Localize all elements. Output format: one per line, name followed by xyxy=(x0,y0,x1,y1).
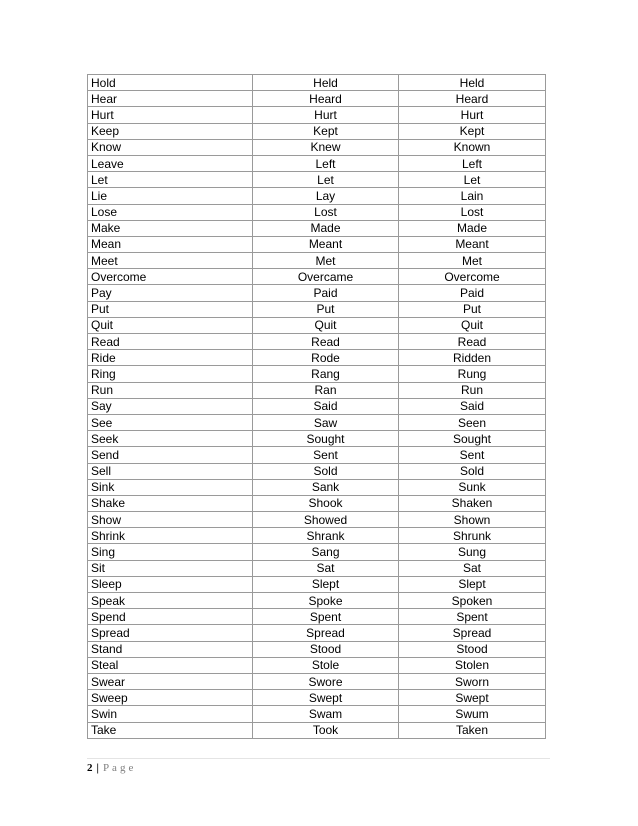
cell-base: Seek xyxy=(88,431,253,447)
cell-participle: Sought xyxy=(399,431,546,447)
table-row xyxy=(88,253,546,269)
cell-participle: Held xyxy=(399,75,546,91)
cell-participle: Read xyxy=(399,334,546,350)
cell-past: Sang xyxy=(253,544,399,560)
cell-participle: Spread xyxy=(399,625,546,641)
cell-base: Swear xyxy=(88,673,253,689)
table-row xyxy=(88,657,546,673)
cell-base: Lie xyxy=(88,188,253,204)
cell-base: Sit xyxy=(88,560,253,576)
page-footer xyxy=(87,762,136,774)
table-row xyxy=(88,155,546,171)
cell-past: Made xyxy=(253,220,399,236)
table-row xyxy=(88,334,546,350)
cell-past: Kept xyxy=(253,123,399,139)
cell-base: Take xyxy=(88,722,253,738)
cell-base: Hear xyxy=(88,91,253,107)
cell-participle: Spent xyxy=(399,609,546,625)
cell-base: Steal xyxy=(88,657,253,673)
cell-base: Hurt xyxy=(88,107,253,123)
table-row xyxy=(88,512,546,528)
cell-base: Send xyxy=(88,447,253,463)
table-row xyxy=(88,576,546,592)
table-row xyxy=(88,560,546,576)
cell-base: Show xyxy=(88,512,253,528)
cell-base: Know xyxy=(88,139,253,155)
cell-past: Sat xyxy=(253,560,399,576)
cell-past: Left xyxy=(253,155,399,171)
cell-participle: Sworn xyxy=(399,673,546,689)
cell-base: Run xyxy=(88,382,253,398)
cell-base: Stand xyxy=(88,641,253,657)
cell-participle: Swum xyxy=(399,706,546,722)
table-row xyxy=(88,463,546,479)
cell-base: Spend xyxy=(88,609,253,625)
cell-past: Sank xyxy=(253,479,399,495)
cell-participle: Made xyxy=(399,220,546,236)
table-row xyxy=(88,220,546,236)
footer-divider xyxy=(87,758,550,759)
cell-base: Lose xyxy=(88,204,253,220)
verb-table xyxy=(87,74,546,739)
cell-base: Shrink xyxy=(88,528,253,544)
cell-past: Said xyxy=(253,398,399,414)
cell-participle: Overcome xyxy=(399,269,546,285)
cell-base: Sell xyxy=(88,463,253,479)
cell-past: Swore xyxy=(253,673,399,689)
table-row xyxy=(88,495,546,511)
cell-participle: Kept xyxy=(399,123,546,139)
cell-past: Slept xyxy=(253,576,399,592)
cell-participle: Stolen xyxy=(399,657,546,673)
table-row xyxy=(88,414,546,430)
table-row xyxy=(88,722,546,738)
table-row xyxy=(88,317,546,333)
cell-base: Ride xyxy=(88,350,253,366)
cell-participle: Sunk xyxy=(399,479,546,495)
cell-base: Pay xyxy=(88,285,253,301)
cell-past: Lost xyxy=(253,204,399,220)
table-row xyxy=(88,593,546,609)
table-row xyxy=(88,285,546,301)
cell-base: Sleep xyxy=(88,576,253,592)
cell-past: Paid xyxy=(253,285,399,301)
cell-participle: Stood xyxy=(399,641,546,657)
cell-base: Sink xyxy=(88,479,253,495)
cell-base: Speak xyxy=(88,593,253,609)
cell-base: Quit xyxy=(88,317,253,333)
cell-past: Let xyxy=(253,172,399,188)
cell-base: Ring xyxy=(88,366,253,382)
cell-past: Stood xyxy=(253,641,399,657)
cell-past: Read xyxy=(253,334,399,350)
cell-past: Shook xyxy=(253,495,399,511)
cell-base: Let xyxy=(88,172,253,188)
cell-base: See xyxy=(88,414,253,430)
cell-base: Make xyxy=(88,220,253,236)
cell-participle: Lost xyxy=(399,204,546,220)
cell-base: Mean xyxy=(88,236,253,252)
cell-base: Sweep xyxy=(88,690,253,706)
cell-participle: Meant xyxy=(399,236,546,252)
cell-past: Spoke xyxy=(253,593,399,609)
table-row xyxy=(88,382,546,398)
cell-base: Hold xyxy=(88,75,253,91)
cell-participle: Put xyxy=(399,301,546,317)
cell-past: Swam xyxy=(253,706,399,722)
table-row xyxy=(88,91,546,107)
cell-past: Lay xyxy=(253,188,399,204)
cell-past: Quit xyxy=(253,317,399,333)
cell-base: Put xyxy=(88,301,253,317)
cell-past: Rode xyxy=(253,350,399,366)
cell-participle: Spoken xyxy=(399,593,546,609)
cell-past: Took xyxy=(253,722,399,738)
cell-base: Keep xyxy=(88,123,253,139)
table-row xyxy=(88,366,546,382)
cell-participle: Lain xyxy=(399,188,546,204)
cell-participle: Quit xyxy=(399,317,546,333)
table-row xyxy=(88,641,546,657)
cell-participle: Sent xyxy=(399,447,546,463)
cell-participle: Left xyxy=(399,155,546,171)
table-row xyxy=(88,204,546,220)
cell-participle: Shrunk xyxy=(399,528,546,544)
verb-table-body xyxy=(88,75,546,739)
table-row xyxy=(88,431,546,447)
cell-participle: Let xyxy=(399,172,546,188)
table-row xyxy=(88,172,546,188)
cell-participle: Shaken xyxy=(399,495,546,511)
table-row xyxy=(88,236,546,252)
cell-base: Shake xyxy=(88,495,253,511)
cell-base: Say xyxy=(88,398,253,414)
cell-past: Showed xyxy=(253,512,399,528)
cell-base: Meet xyxy=(88,253,253,269)
cell-past: Knew xyxy=(253,139,399,155)
page-number: 2 xyxy=(87,762,93,774)
cell-past: Spread xyxy=(253,625,399,641)
table-row xyxy=(88,479,546,495)
cell-past: Meant xyxy=(253,236,399,252)
cell-participle: Known xyxy=(399,139,546,155)
cell-past: Hurt xyxy=(253,107,399,123)
cell-base: Overcome xyxy=(88,269,253,285)
cell-past: Sold xyxy=(253,463,399,479)
cell-past: Sought xyxy=(253,431,399,447)
cell-past: Met xyxy=(253,253,399,269)
cell-participle: Swept xyxy=(399,690,546,706)
footer-separator: | xyxy=(96,762,99,774)
cell-participle: Rung xyxy=(399,366,546,382)
table-row xyxy=(88,447,546,463)
page-label: Page xyxy=(102,762,137,774)
cell-participle: Sung xyxy=(399,544,546,560)
cell-past: Overcame xyxy=(253,269,399,285)
cell-participle: Seen xyxy=(399,414,546,430)
table-row xyxy=(88,123,546,139)
cell-past: Saw xyxy=(253,414,399,430)
cell-past: Ran xyxy=(253,382,399,398)
cell-past: Swept xyxy=(253,690,399,706)
cell-participle: Met xyxy=(399,253,546,269)
table-row xyxy=(88,188,546,204)
cell-past: Held xyxy=(253,75,399,91)
cell-base: Leave xyxy=(88,155,253,171)
cell-past: Sent xyxy=(253,447,399,463)
table-row xyxy=(88,528,546,544)
table-row xyxy=(88,625,546,641)
cell-participle: Said xyxy=(399,398,546,414)
table-row xyxy=(88,609,546,625)
table-row xyxy=(88,301,546,317)
cell-participle: Taken xyxy=(399,722,546,738)
cell-past: Put xyxy=(253,301,399,317)
cell-participle: Paid xyxy=(399,285,546,301)
cell-participle: Run xyxy=(399,382,546,398)
cell-participle: Hurt xyxy=(399,107,546,123)
cell-participle: Heard xyxy=(399,91,546,107)
cell-participle: Sat xyxy=(399,560,546,576)
table-row xyxy=(88,75,546,91)
table-row xyxy=(88,269,546,285)
cell-participle: Shown xyxy=(399,512,546,528)
cell-past: Heard xyxy=(253,91,399,107)
cell-base: Sing xyxy=(88,544,253,560)
cell-base: Spread xyxy=(88,625,253,641)
cell-past: Rang xyxy=(253,366,399,382)
cell-participle: Slept xyxy=(399,576,546,592)
cell-participle: Ridden xyxy=(399,350,546,366)
cell-past: Shrank xyxy=(253,528,399,544)
table-row xyxy=(88,139,546,155)
table-row xyxy=(88,398,546,414)
table-row xyxy=(88,350,546,366)
table-row xyxy=(88,544,546,560)
cell-past: Spent xyxy=(253,609,399,625)
table-row xyxy=(88,706,546,722)
table-row xyxy=(88,690,546,706)
cell-past: Stole xyxy=(253,657,399,673)
cell-base: Read xyxy=(88,334,253,350)
cell-participle: Sold xyxy=(399,463,546,479)
table-row xyxy=(88,107,546,123)
cell-base: Swin xyxy=(88,706,253,722)
table-row xyxy=(88,673,546,689)
